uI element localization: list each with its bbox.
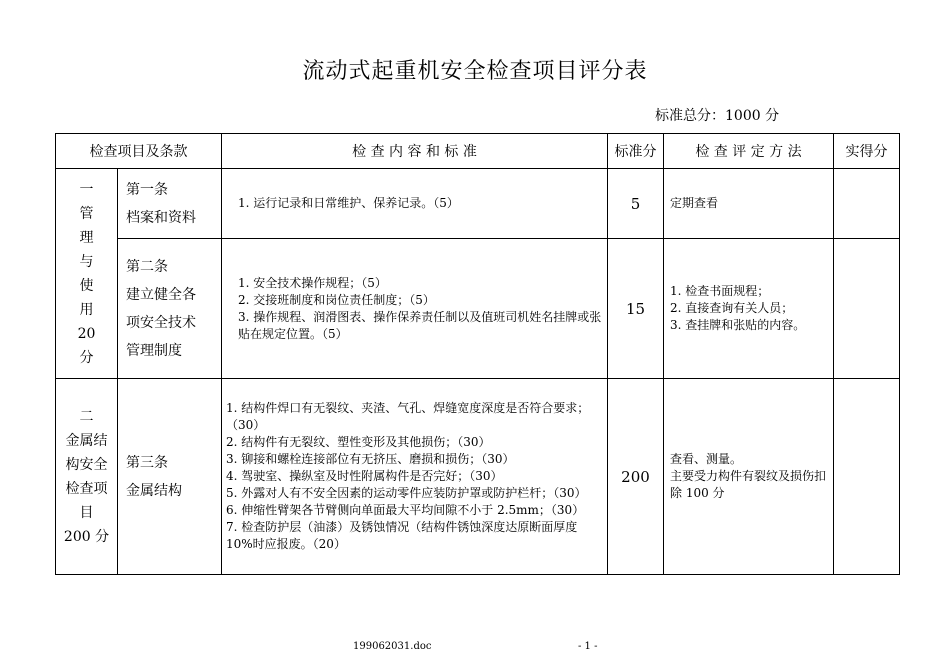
category-line: 检查项	[65, 480, 108, 497]
content-item: 2. 结构件有无裂纹、塑性变形及其他损伤；（30）	[226, 435, 491, 449]
clause-name: 项安全技术	[126, 314, 196, 331]
method-item: 3. 查挂牌和张贴的内容。	[670, 318, 806, 332]
category-line: 二	[79, 408, 94, 425]
actual-score	[834, 379, 900, 575]
table-header-row	[56, 134, 900, 169]
method-cell	[664, 169, 834, 239]
content-item: 7. 检查防护层（油漆）及锈蚀情况（结构件锈蚀深度达原断面厚度 10%时应报废。（20）	[226, 520, 578, 551]
content-item: 1. 安全技术操作规程；（5）	[238, 275, 387, 290]
content-cell	[222, 169, 608, 239]
actual-score	[834, 239, 900, 379]
score-table	[55, 133, 900, 575]
content-item: 4. 驾驶室、操纵室及时性附属构件是否完好；（30）	[226, 469, 503, 483]
clause-1	[118, 169, 222, 239]
content-item: 3. 铆接和螺栓连接部位有无挤压、磨损和损伤；（30）	[226, 452, 515, 466]
content-item: 1. 运行记录和日常维护、保养记录。（5）	[238, 196, 459, 210]
category-line: 一	[79, 181, 94, 198]
standard-score: 5	[608, 169, 664, 239]
total-score: 标准总分：1000 分	[655, 108, 780, 124]
header-content: 检 查 内 容 和 标 准	[222, 134, 608, 169]
clause-3	[118, 379, 222, 575]
method-item: 查看、测量。	[670, 452, 743, 466]
footer-page-number: - 1 -	[578, 641, 598, 652]
category-line: 管	[79, 205, 94, 222]
method-cell	[664, 379, 834, 575]
category-line: 目	[79, 504, 94, 521]
clause-number: 第一条	[126, 181, 168, 198]
clause-name: 金属结构	[126, 482, 182, 499]
actual-score	[834, 169, 900, 239]
header-method: 检 查 评 定 方 法	[664, 134, 834, 169]
category-line: 分	[79, 349, 94, 366]
table-row	[56, 239, 900, 379]
category-metal-structure	[56, 379, 118, 575]
clause-number: 第二条	[126, 258, 168, 275]
header-item: 检查项目及条款	[56, 134, 222, 169]
table-row	[56, 169, 900, 239]
clause-name: 建立健全各	[126, 286, 196, 303]
content-item: 3. 操作规程、润滑图表、操作保养责任制以及值班司机姓名挂牌或张贴在规定位置。（5）	[238, 309, 602, 341]
category-line: 200 分	[63, 528, 110, 545]
content-item: 1. 结构件焊口有无裂纹、夹渣、气孔、焊缝宽度深度是否符合要求；（30）	[226, 401, 590, 432]
clause-name: 档案和资料	[126, 209, 196, 226]
method-item: 2. 直接查询有关人员；	[670, 301, 794, 315]
category-management	[56, 169, 118, 379]
standard-score: 15	[608, 239, 664, 379]
category-line: 与	[79, 253, 94, 270]
method-cell	[664, 239, 834, 379]
page-title: 流动式起重机安全检查项目评分表	[302, 59, 648, 84]
header-actual: 实得分	[834, 134, 900, 169]
category-line: 金属结	[65, 432, 108, 449]
content-cell	[222, 239, 608, 379]
category-line: 使	[79, 277, 94, 294]
method-item: 定期查看	[670, 196, 719, 210]
category-line: 理	[79, 229, 94, 246]
standard-score: 200	[608, 379, 664, 575]
clause-name: 管理制度	[126, 342, 182, 359]
footer-doc-name: 199062031.doc	[353, 641, 432, 652]
method-item: 1. 检查书面规程；	[670, 284, 770, 298]
category-line: 20	[77, 325, 96, 342]
content-item: 2. 交接班制度和岗位责任制度；（5）	[238, 292, 435, 307]
content-item: 6. 伸缩性臂架各节臂侧向单面最大平均间隙不小于 2.5mm；（30）	[226, 503, 585, 517]
table-row	[56, 379, 900, 575]
category-line: 构安全	[65, 456, 108, 473]
header-standard: 标准分	[608, 134, 664, 169]
content-cell	[222, 379, 608, 575]
category-line: 用	[79, 301, 94, 318]
clause-number: 第三条	[126, 454, 168, 471]
method-item: 主要受力构件有裂纹及损伤扣除 100 分	[670, 469, 827, 500]
content-item: 5. 外露对人有不安全因素的运动零件应装防护罩或防护栏杆；（30）	[226, 486, 587, 500]
clause-2	[118, 239, 222, 379]
